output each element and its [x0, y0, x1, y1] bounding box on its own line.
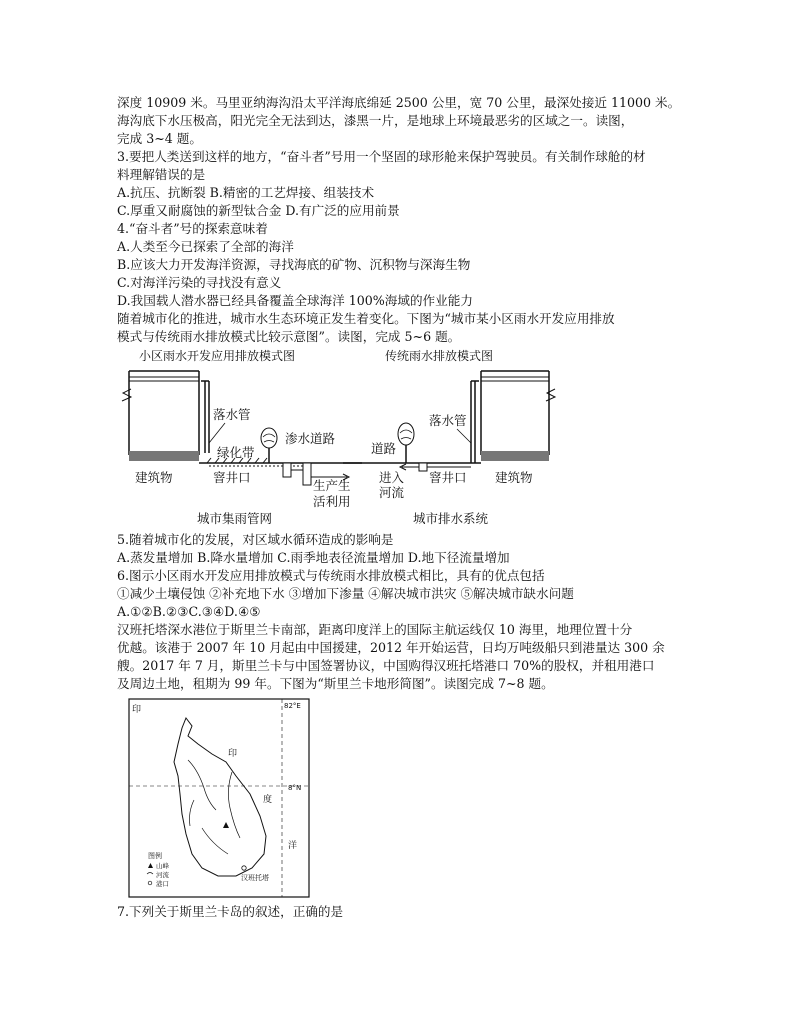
rainwater-comparison-figure	[117, 345, 567, 530]
green-belt-label: 绿化带	[217, 445, 255, 460]
legend-river: 河流	[156, 871, 169, 879]
text-line: 3.要把人类送到这样的地方，“奋斗者”号用一个坚固的球形舱来保护驾驶员。有关制作球舱的材	[117, 149, 646, 164]
production-use-label: 生产生	[313, 478, 351, 493]
text-line: 及周边土地，租期为 99 年。下图为“斯里兰卡地形简图”。读图完成 7~8 题。	[117, 676, 554, 691]
figure-bottom-right: 城市排水系统	[413, 511, 489, 526]
longitude-label: 82°E	[284, 702, 301, 710]
manhole-label-right: 窨井口	[429, 470, 467, 485]
road-label: 道路	[371, 441, 397, 456]
port-label: 汉班托塔	[241, 874, 269, 882]
figure-title-right: 传统雨水排放模式图	[385, 349, 494, 363]
downpipe-label-right: 落水管	[429, 413, 467, 428]
latitude-label: 8°N	[288, 784, 302, 792]
text-line: 海沟底下水压极高，阳光完全无法到达，漆黑一片，是地球上环境最恶劣的区域之一。读图，	[117, 113, 634, 128]
text-line: B.应该大力开发海洋资源，寻找海底的矿物、沉积物与深海生物	[117, 257, 471, 272]
text-line: 优越。该港于 2007 年 10 月起由中国援建，2012 年开始运营，日均万吨级船只到港量达 300 余	[117, 640, 665, 655]
text-line: A.抗压、抗断裂 B.精密的工艺焊接、组装技术	[117, 185, 375, 200]
text-line: D.我国载人潜水器已经具备覆盖全球海洋 100%海域的作业能力	[117, 293, 473, 308]
figure-bottom-left: 城市集雨管网	[197, 511, 273, 526]
text-line: 4.“奋斗者”号的探索意味着	[117, 221, 268, 236]
legend-port-icon	[148, 881, 152, 885]
text-line: 艘。2017 年 7 月，斯里兰卡与中国签署协议，中国购得汉班托塔港口 70%的股权，并租用港口	[117, 658, 655, 673]
text-line: C.对海洋污染的寻找没有意义	[117, 275, 282, 290]
downpipe-label-left: 落水管	[213, 407, 251, 422]
legend-port: 港口	[156, 880, 169, 888]
text-line: A.蒸发量增加 B.降水量增加 C.雨季地表径流量增加 D.地下径流量增加	[117, 550, 510, 565]
text-line: ①减少土壤侵蚀 ②补充地下水 ③增加下渗量 ④解决城市洪灾 ⑤解决城市缺水问题	[117, 586, 574, 601]
permeable-road-label: 渗水道路	[285, 431, 336, 446]
text-line: 7.下列关于斯里兰卡岛的叙述，正确的是	[117, 904, 344, 919]
building-label-right: 建筑物	[495, 470, 533, 485]
text-line: A.①②B.②③C.③④D.④⑤	[117, 604, 261, 619]
text-line: 汉班托塔深水港位于斯里兰卡南部，距离印度洋上的国际主航运线仅 10 海里，地理位置十分	[117, 622, 633, 637]
text-line: 料理解错误的是	[117, 167, 206, 182]
figure-title-left: 小区雨水开发应用排放模式图	[139, 349, 296, 363]
legend-title: 图例	[148, 852, 162, 860]
building-label-left: 建筑物	[135, 470, 173, 485]
text-line: 5.随着城市化的发展，对区域水循环造成的影响是	[117, 532, 394, 547]
river-label-2: 河流	[379, 485, 405, 500]
manhole-label-left: 窨井口	[213, 470, 251, 485]
legend-peak: 山峰	[156, 862, 169, 870]
text-line: 完成 3~4 题。	[117, 131, 202, 146]
text-line: 模式与传统雨水排放模式比较示意图”。读图，完成 5~6 题。	[117, 329, 461, 344]
map-label-yin: 印	[132, 705, 142, 715]
living-use-label: 活利用	[313, 494, 351, 509]
text-line: 随着城市化的推进，城市水生态环境正发生着变化。下图为“城市某小区雨水开发应用排放	[117, 311, 615, 326]
ocean-label-3: 洋	[288, 841, 298, 851]
ocean-label-1: 印	[228, 749, 238, 759]
text-line: A.人类至今已探索了全部的海洋	[117, 239, 294, 254]
river-label-1: 进入	[379, 470, 405, 485]
sri-lanka-map-figure	[128, 698, 310, 898]
text-line: C.厚重又耐腐蚀的新型钛合金 D.有广泛的应用前景	[117, 203, 400, 218]
ocean-label-2: 度	[263, 795, 273, 805]
port-icon	[242, 866, 246, 870]
text-line: 深度 10909 米。马里亚纳海沟沿太平洋海底绵延 2500 公里，宽 70 公里，最深处接近 11000 米。	[117, 95, 681, 110]
text-line: 6.图示小区雨水开发应用排放模式与传统雨水排放模式相比，具有的优点包括	[117, 568, 545, 583]
